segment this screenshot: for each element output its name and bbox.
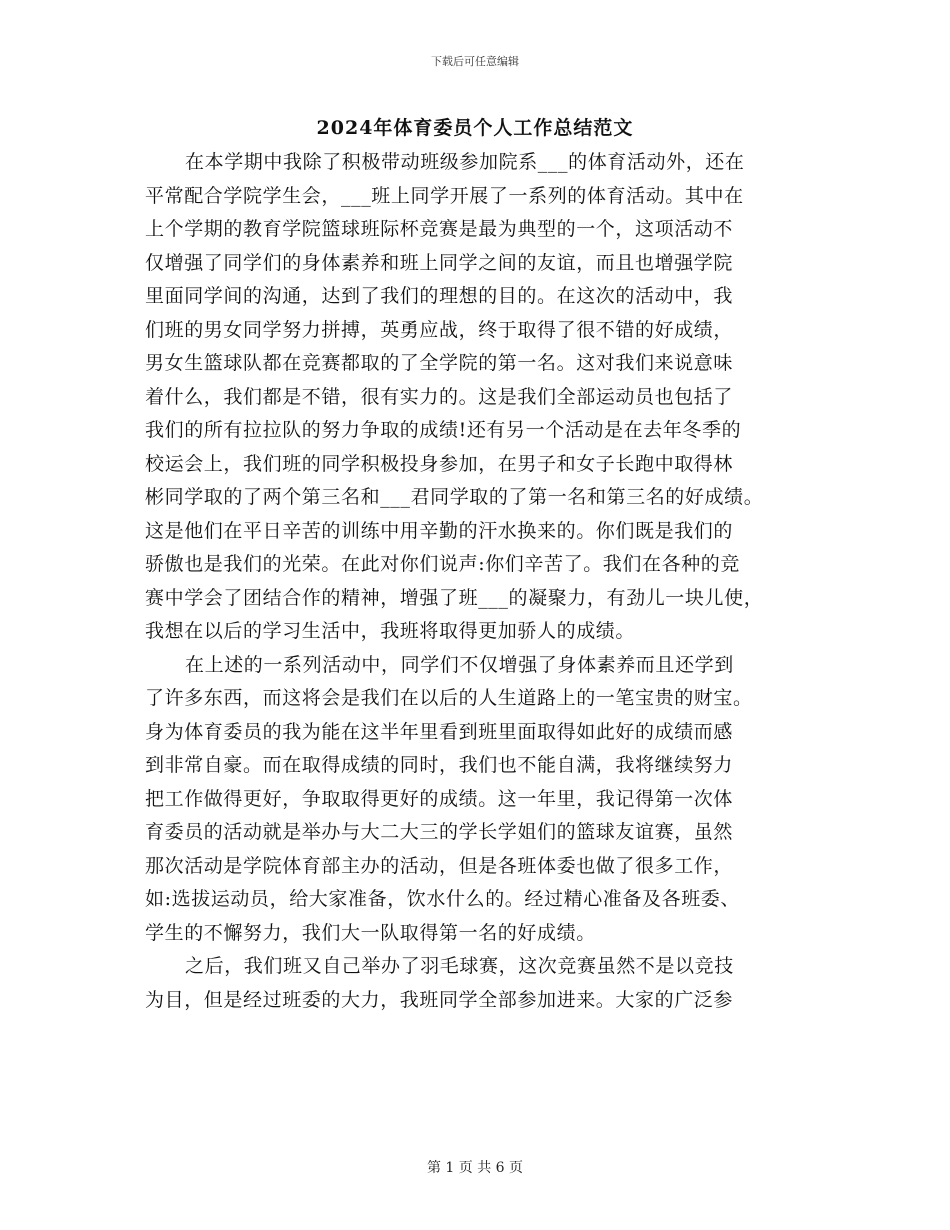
paragraph-3-line: 为目，但是经过班委的大力，我班同学全部参加进来。大家的广泛参 [145, 988, 734, 1011]
paragraph-1-line: 平常配合学院学生会，___班上同学开展了一系列的体育活动。其中在 [145, 184, 744, 207]
paragraph-1-line: 在本学期中我除了积极带动班级参加院系___的体育活动外，还在 [185, 151, 745, 173]
paragraph-2-line: 把工作做得更好，争取取得更好的成绩。这一年里，我记得第一次体 [145, 787, 734, 810]
paragraph-2-line: 身为体育委员的我为能在这半年里看到班里面取得如此好的成绩而感 [145, 720, 734, 743]
document-title: 2024年体育委员个人工作总结范文 [316, 117, 634, 139]
paragraph-1-line: 骄傲也是我们的光荣。在此对你们说声:你们辛苦了。我们在各种的竞 [145, 553, 741, 575]
paragraph-1-line: 仅增强了同学们的身体素养和班上同学之间的友谊，而且也增强学院 [145, 251, 734, 274]
paragraph-1-line: 这是他们在平日辛苦的训练中用辛勤的汗水换来的。你们既是我们的 [145, 519, 734, 542]
paragraph-2-line: 学生的不懈努力，我们大一队取得第一名的好成绩。 [145, 921, 596, 944]
paragraph-1-line: 彬同学取的了两个第三名和___君同学取的了第一名和第三名的好成绩。 [145, 486, 764, 508]
paragraph-1-line: 男女生篮球队都在竞赛都取的了全学院的第一名。这对我们来说意味 [145, 352, 734, 374]
paragraph-3-line: 之后，我们班又自己举办了羽毛球赛，这次竞赛虽然不是以竞技 [185, 955, 734, 977]
paragraph-2-line: 育委员的活动就是举办与大二大三的学长学姐们的篮球友谊赛，虽然 [145, 821, 734, 843]
paragraph-1-line: 赛中学会了团结合作的精神，增强了班___的凝聚力，有劲儿一块儿使， [145, 586, 764, 609]
paragraph-1-line: 上个学期的教育学院篮球班际杯竞赛是最为典型的一个，这项活动不 [145, 218, 734, 240]
paragraph-2-line: 到非常自豪。而在取得成绩的同时，我们也不能自满，我将继续努力 [145, 754, 734, 776]
paragraph-2-line: 了许多东西，而这将会是我们在以后的人生道路上的一笔宝贵的财宝。 [145, 687, 753, 709]
paragraph-1-line: 里面同学间的沟通，达到了我们的理想的目的。在这次的活动中，我 [145, 285, 734, 307]
paragraph-1-line: 我们的所有拉拉队的努力争取的成绩!还有另一个活动是在去年冬季的 [145, 419, 742, 441]
document-body [145, 146, 825, 1017]
paragraph-1-line: 我想在以后的学习生活中，我班将取得更加骄人的成绩。 [145, 620, 636, 642]
page-footer: 第 1 页 共 6 页 [426, 1160, 524, 1176]
paragraph-1-line: 们班的男女同学努力拼搏，英勇应战，终于取得了很不错的好成绩， [145, 318, 734, 341]
paragraph-2-line: 那次活动是学院体育部主办的活动，但是各班体委也做了很多工作， [145, 854, 734, 877]
paragraph-2-line: 如:选拔运动员，给大家准备，饮水什么的。经过精心准备及各班委、 [145, 888, 741, 910]
paragraph-1-line: 着什么，我们都是不错，很有实力的。这是我们全部运动员也包括了 [145, 385, 734, 408]
page-header-note: 下载后可任意编辑 [431, 55, 519, 68]
paragraph-1-line: 校运会上，我们班的同学积极投身参加，在男子和女子长跑中取得林 [145, 452, 734, 475]
paragraph-2-line: 在上述的一系列活动中，同学们不仅增强了身体素养而且还学到 [185, 653, 734, 676]
